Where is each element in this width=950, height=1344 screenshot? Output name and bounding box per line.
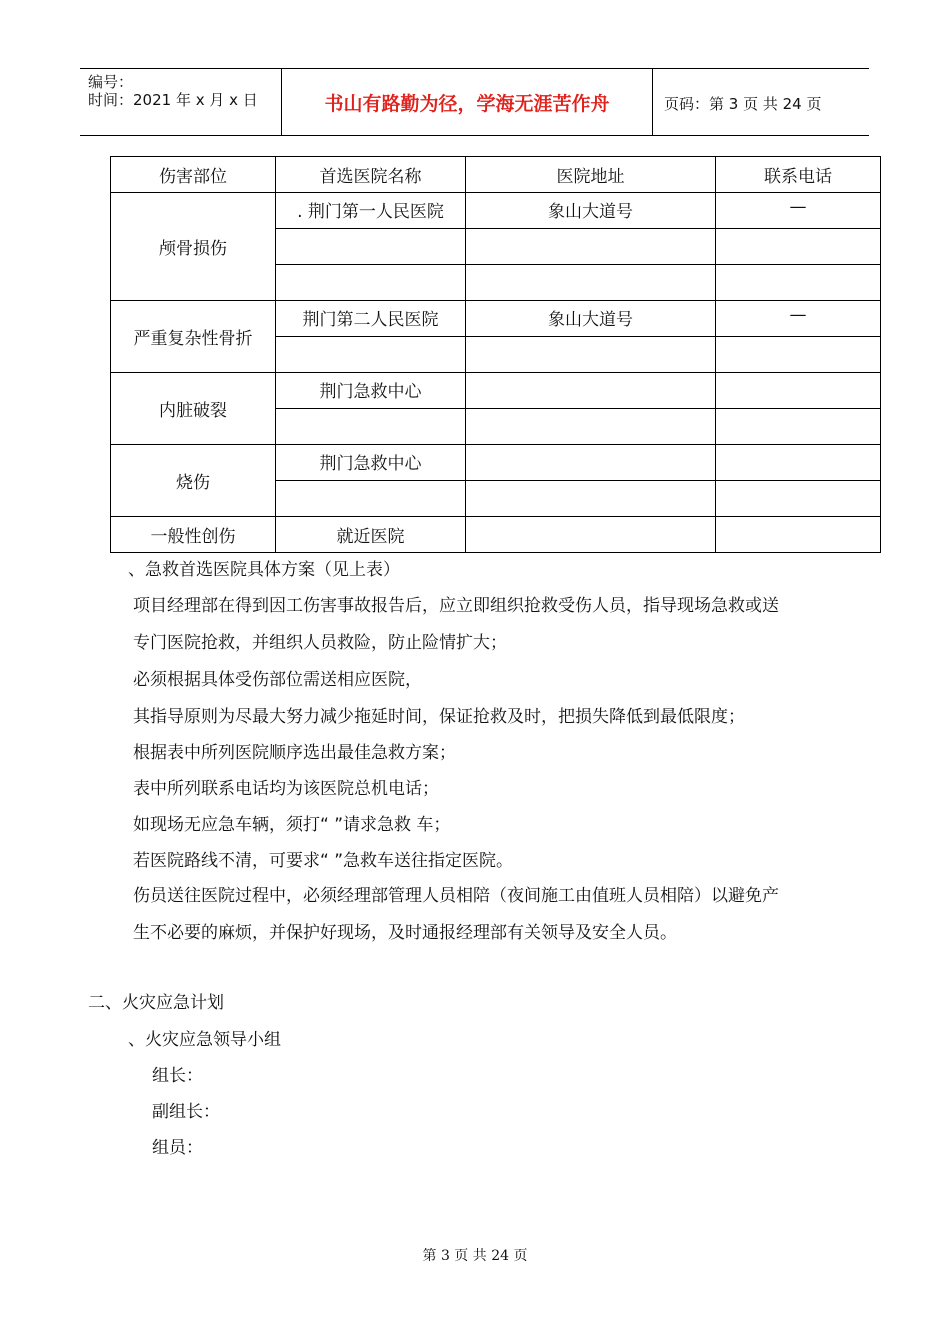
address-cell: 象山大道号 xyxy=(466,301,716,337)
hospital-cell xyxy=(276,481,466,517)
members-label: 组员： xyxy=(152,1138,203,1158)
section-2-title: 二、火灾应急计划 xyxy=(88,993,224,1013)
hospital-table xyxy=(110,156,881,553)
table-row xyxy=(111,301,881,337)
address-cell xyxy=(466,481,716,517)
deputy-leader-label: 副组长： xyxy=(152,1102,220,1122)
paragraph-1-line-1: 项目经理部在得到因工伤害事故报告后，应立即组织抢救受伤人员，指导现场急救或送 xyxy=(133,596,779,616)
table-header-row xyxy=(111,157,881,193)
address-cell xyxy=(466,265,716,301)
injury-cell: 一般性创伤 xyxy=(111,517,276,553)
address-cell xyxy=(466,373,716,409)
sub-section-title: 、火灾应急领导小组 xyxy=(128,1030,281,1050)
address-cell xyxy=(466,517,716,553)
address-cell xyxy=(466,337,716,373)
header-divider-right xyxy=(652,68,653,135)
injury-cell: 颅骨损伤 xyxy=(111,193,276,301)
header-top-rule xyxy=(80,68,869,69)
phone-cell: — xyxy=(716,193,881,229)
hospital-cell xyxy=(276,409,466,445)
instruction-line: 如现场无应急车辆，须打“ ”请求急救 车； xyxy=(133,815,451,835)
address-cell xyxy=(466,409,716,445)
injury-cell: 内脏破裂 xyxy=(111,373,276,445)
phone-cell xyxy=(716,481,881,517)
phone-cell xyxy=(716,517,881,553)
instruction-line: 根据表中所列医院顺序选出最佳急救方案； xyxy=(133,743,456,763)
address-cell: 象山大道号 xyxy=(466,193,716,229)
hospital-cell xyxy=(276,337,466,373)
injury-cell: 严重复杂性骨折 xyxy=(111,301,276,373)
header-bottom-rule xyxy=(80,135,869,136)
hospital-cell: 荆门急救中心 xyxy=(276,445,466,481)
instruction-line: 若医院路线不清，可要求“ ”急救车送往指定医院。 xyxy=(133,851,514,871)
table-row xyxy=(111,373,881,409)
hospital-cell xyxy=(276,265,466,301)
header-page-number: 页码：第 3 页 共 24 页 xyxy=(664,95,822,113)
document-number-label: 编号： xyxy=(88,73,134,91)
phone-cell xyxy=(716,409,881,445)
leader-label: 组长： xyxy=(152,1066,203,1086)
instruction-line: 必须根据具体受伤部位需送相应医院， xyxy=(133,670,422,690)
col-header-injury: 伤害部位 xyxy=(111,157,276,193)
paragraph-1-line-2: 专门医院抢救，并组织人员救险，防止险情扩大； xyxy=(133,633,507,653)
phone-cell xyxy=(716,229,881,265)
address-cell xyxy=(466,229,716,265)
paragraph-2-line-1: 伤员送往医院过程中，必须经理部管理人员相陪（夜间施工由值班人员相陪）以避免产 xyxy=(133,886,779,906)
col-header-hospital: 首选医院名称 xyxy=(276,157,466,193)
plan-title: 、急救首选医院具体方案（见上表） xyxy=(128,560,400,580)
address-cell xyxy=(466,445,716,481)
col-header-phone: 联系电话 xyxy=(716,157,881,193)
phone-cell xyxy=(716,337,881,373)
footer-page-number: 第 3 页 共 24 页 xyxy=(422,1248,528,1264)
hospital-cell: 就近医院 xyxy=(276,517,466,553)
instruction-line: 其指导原则为尽最大努力减少拖延时间，保证抢救及时，把损失降低到最低限度； xyxy=(133,707,745,727)
phone-cell xyxy=(716,445,881,481)
table-row xyxy=(111,445,881,481)
injury-cell: 烧伤 xyxy=(111,445,276,517)
document-date: 时间：2021 年 x 月 x 日 xyxy=(88,91,258,109)
hospital-cell: 荆门急救中心 xyxy=(276,373,466,409)
phone-cell: — xyxy=(716,301,881,337)
col-header-address: 医院地址 xyxy=(466,157,716,193)
instruction-line: 表中所列联系电话均为该医院总机电话； xyxy=(133,779,439,799)
table-row xyxy=(111,517,881,553)
hospital-cell: 荆门第二人民医院 xyxy=(276,301,466,337)
phone-cell xyxy=(716,265,881,301)
paragraph-2-line-2: 生不必要的麻烦，并保护好现场，及时通报经理部有关领导及安全人员。 xyxy=(133,923,677,943)
phone-cell xyxy=(716,373,881,409)
table-row xyxy=(111,193,881,229)
hospital-cell: . 荆门第一人民医院 xyxy=(276,193,466,229)
hospital-cell xyxy=(276,229,466,265)
header-slogan: 书山有路勤为径，学海无涯苦作舟 xyxy=(324,93,610,115)
